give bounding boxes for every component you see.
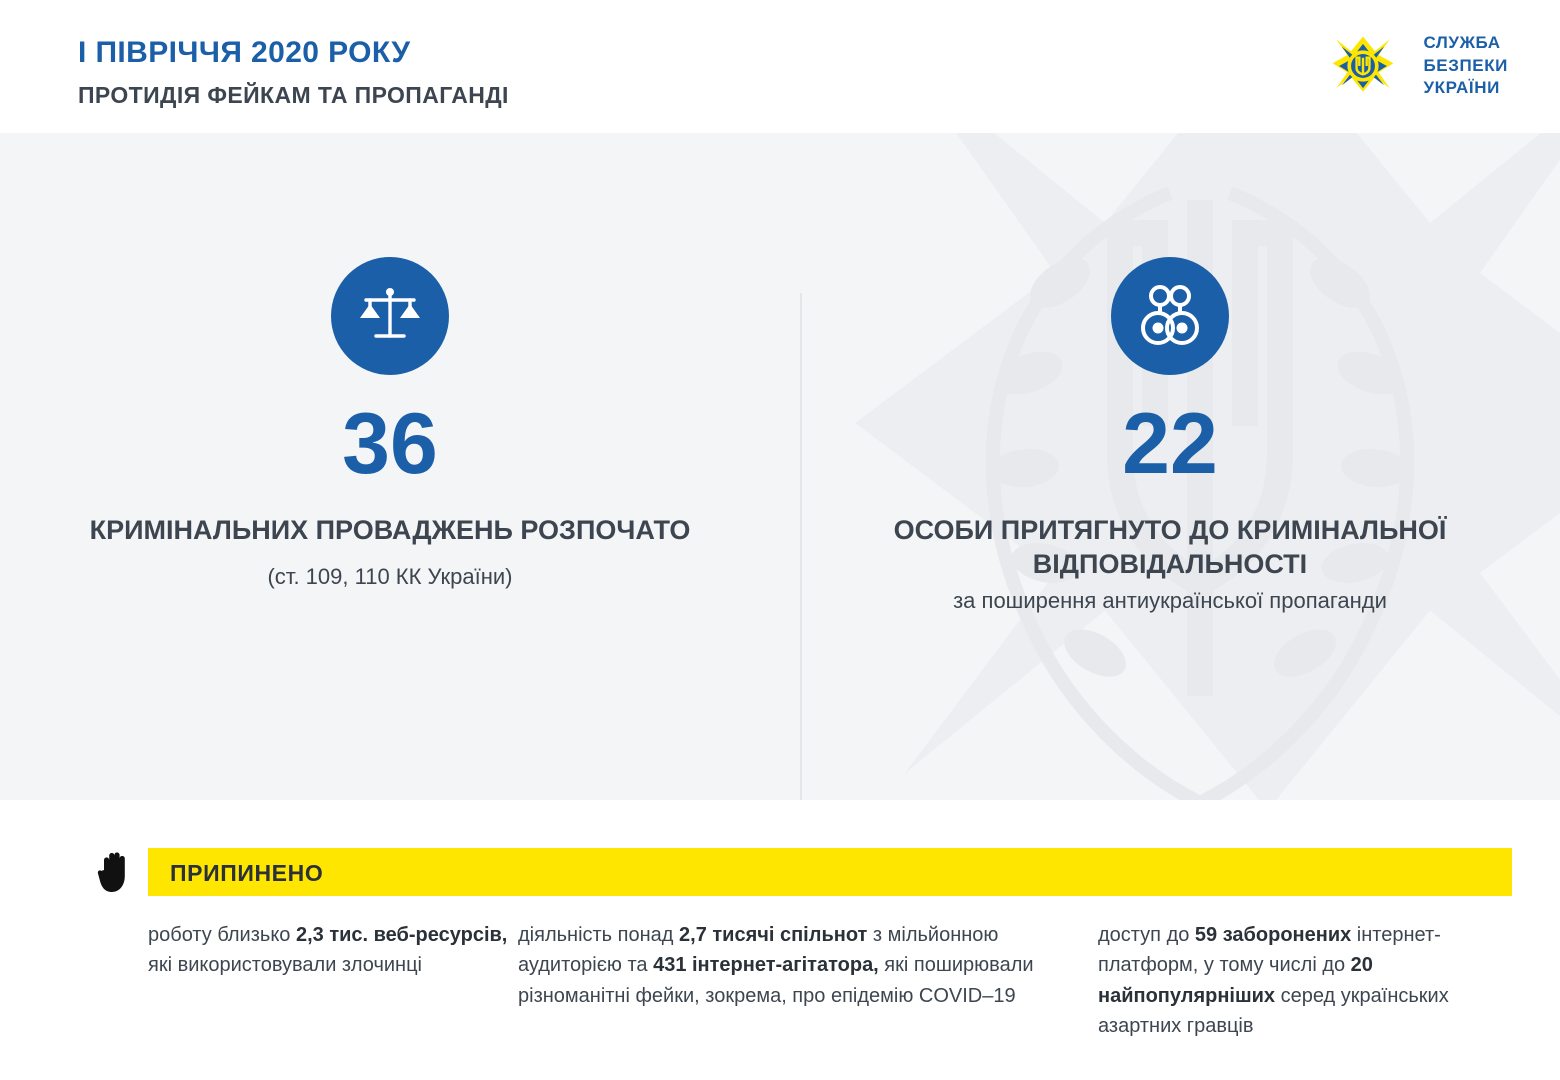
stat-number: 22	[1122, 396, 1218, 492]
body-text: інтернет-платформ, у тому числі до	[1098, 924, 1441, 977]
highlight-text: 2,7 тисячі спільнот	[679, 924, 868, 946]
stopped-section	[0, 800, 1560, 1080]
stopped-column-2	[518, 920, 1098, 1042]
highlight-text: 2,3 тис. веб-ресурсів,	[295, 924, 508, 946]
stat-block-criminal-proceedings	[0, 133, 780, 800]
body-text: які поширювали різноманітні фейки, зокрема, про епідемію COVID–19	[518, 954, 1034, 1007]
sbu-cross-emblem-icon	[1317, 18, 1409, 114]
highlight-text: 431 інтернет-агітатора,	[653, 954, 879, 977]
highlight-text: 59 заборонених	[1194, 924, 1352, 946]
body-text: доступ до	[1098, 924, 1195, 946]
logo-text	[1423, 32, 1508, 99]
logo-line-3: УКРАЇНИ	[1423, 78, 1500, 98]
stat-note: (ст. 109, 110 КК України)	[267, 564, 513, 590]
body-text: діяльність понад	[518, 924, 680, 946]
handcuffs-icon	[1111, 257, 1229, 375]
body-text: які використовували злочинці	[148, 954, 422, 977]
page-title: І ПІВРІЧЧЯ 2020 РОКУ	[78, 36, 411, 69]
logo-line-1: СЛУЖБА	[1423, 33, 1501, 53]
stat-note: за поширення антиукраїнської пропаганди	[953, 588, 1387, 614]
stopped-column-3	[1098, 920, 1512, 1042]
header	[0, 0, 1560, 133]
page-subtitle: ПРОТИДІЯ ФЕЙКАМ ТА ПРОПАГАНДІ	[78, 82, 509, 108]
stat-label: КРИМІНАЛЬНИХ ПРОВАДЖЕНЬ РОЗПОЧАТО	[89, 515, 691, 545]
body-text: роботу близько	[148, 924, 296, 946]
stat-label: ОСОБИ ПРИТЯГНУТО ДО КРИМІНАЛЬНОЇ ВІДПОВІДАЛЬНОСТІ	[893, 515, 1447, 580]
highlight-text: 20 найпопулярніших	[1098, 954, 1373, 1007]
sbu-logo	[1317, 18, 1508, 114]
stopped-banner-label: ПРИПИНЕНО	[170, 860, 324, 886]
stop-hand-icon	[96, 850, 136, 894]
stopped-columns	[148, 920, 1512, 1042]
body-text: з мільйонною аудиторією та	[518, 924, 999, 977]
stopped-column-1	[148, 920, 518, 1042]
logo-line-2: БЕЗПЕКИ	[1423, 55, 1508, 75]
statistics-section	[0, 133, 1560, 800]
stat-block-persons-charged	[780, 133, 1560, 800]
stopped-banner	[148, 848, 1512, 896]
scales-of-justice-icon	[331, 257, 449, 375]
stat-number: 36	[342, 396, 438, 492]
body-text: серед українських азартних гравців	[1098, 984, 1449, 1038]
